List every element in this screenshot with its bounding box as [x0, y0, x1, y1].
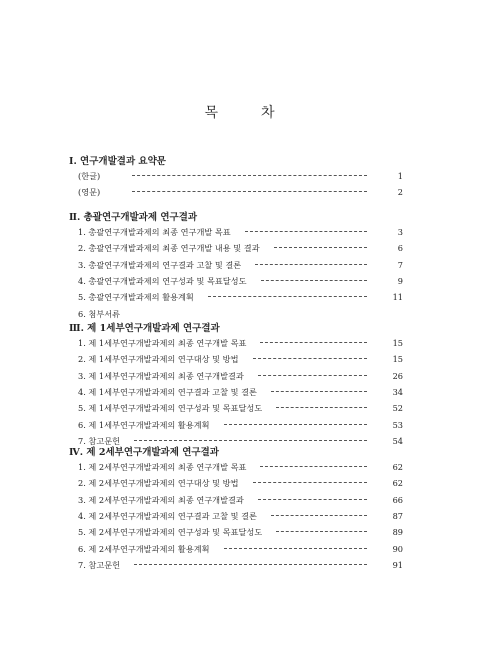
toc-page-number: 66 [392, 494, 403, 505]
toc-entry-label: 3. 제 1세부연구개발과제의 최종 연구개발결과 [78, 370, 244, 381]
toc-entry[interactable] [78, 419, 403, 431]
toc-entry-label: 2. 제 2세부연구개발과제의 연구대상 및 방법 [78, 478, 239, 489]
section-heading: Ⅰ. 연구개발결과 요약문 [69, 156, 166, 167]
dot-leader [274, 247, 367, 248]
toc-entry[interactable] [78, 337, 403, 349]
toc-page-number: 15 [392, 354, 403, 365]
dot-leader [271, 391, 367, 392]
toc-page-number: 15 [392, 338, 403, 348]
toc-page-number: 62 [392, 478, 403, 489]
dot-leader [258, 499, 367, 500]
toc-entry[interactable] [78, 559, 403, 571]
toc-entry[interactable] [78, 259, 403, 271]
page-title [0, 102, 480, 122]
dot-leader [245, 231, 367, 232]
dot-leader [208, 296, 367, 297]
toc-entry[interactable] [78, 402, 403, 414]
toc-entry[interactable] [78, 543, 403, 555]
dot-leader [276, 531, 367, 532]
toc-entry[interactable] [78, 494, 403, 506]
toc-entry[interactable] [78, 242, 403, 254]
toc-page-number: 54 [392, 435, 403, 446]
toc-entry[interactable] [78, 477, 403, 489]
toc-entry[interactable] [78, 370, 403, 382]
section-heading: Ⅳ. 제 2세부연구개발과제 연구결과 [69, 447, 219, 458]
dot-leader [134, 564, 367, 565]
toc-page-number: 6 [397, 243, 403, 254]
toc-page-number: 52 [392, 403, 403, 414]
dot-leader [132, 191, 367, 192]
dot-leader [224, 548, 367, 549]
toc-entry[interactable] [78, 510, 403, 522]
dot-leader [253, 358, 368, 359]
toc-page-number: 2 [397, 187, 403, 198]
dot-leader [261, 280, 368, 281]
toc-entry[interactable] [78, 186, 403, 198]
toc-entry-label: 4. 제 1세부연구개발과제의 연구결과 고찰 및 결론 [78, 386, 257, 397]
dot-leader [260, 342, 367, 343]
toc-entry-label: 1. 제 1세부연구개발과제의 최종 연구개발 목표 [78, 338, 247, 348]
dot-leader [253, 482, 368, 483]
toc-entry-label: 5. 제 2세부연구개발과제의 연구성과 및 목표달성도 [78, 527, 263, 538]
toc-entry-label: 4. 제 2세부연구개발과제의 연구결과 고찰 및 결론 [78, 510, 257, 521]
toc-entry[interactable] [78, 461, 403, 473]
toc-page-number: 11 [392, 292, 403, 303]
toc-entry-label: 2. 제 1세부연구개발과제의 연구대상 및 방법 [78, 354, 239, 365]
title-right: 차 [261, 105, 276, 121]
dot-leader [255, 264, 367, 265]
dot-leader [260, 466, 367, 467]
toc-page-number: 3 [397, 227, 403, 237]
toc-entry-label: (한글) [78, 171, 101, 181]
toc-entry[interactable] [78, 275, 403, 287]
toc-page-number: 90 [392, 543, 403, 554]
toc-entry-label: 6. 제 2세부연구개발과제의 활용계획 [78, 543, 210, 554]
toc-entry-label: 5. 제 1세부연구개발과제의 연구성과 및 목표달성도 [78, 403, 263, 414]
toc-page-number: 1 [397, 171, 403, 181]
toc-entry[interactable] [78, 308, 403, 320]
dot-leader [224, 424, 367, 425]
toc-page-number: 87 [392, 510, 403, 521]
toc-page-number: 89 [392, 527, 403, 538]
toc-page-number: 7 [397, 259, 403, 270]
toc-entry[interactable] [78, 291, 403, 303]
toc-page-number: 91 [392, 559, 403, 570]
toc-entry-label: (영문) [78, 187, 101, 198]
toc-entry[interactable] [78, 386, 403, 398]
toc-entry-label: 3. 총괄연구개발과제의 연구결과 고찰 및 결론 [78, 259, 242, 270]
toc-page-number: 26 [392, 370, 403, 381]
toc-entry[interactable] [78, 170, 403, 182]
toc-entry-label: 7. 참고문헌 [78, 559, 121, 570]
toc-entry-label: 2. 총괄연구개발과제의 최종 연구개발 내용 및 결과 [78, 243, 260, 254]
toc-entry-label: 1. 총괄연구개발과제의 최종 연구개발 목표 [78, 227, 231, 237]
toc-entry[interactable] [78, 353, 403, 365]
toc-page-number: 9 [397, 275, 403, 286]
dot-leader [276, 407, 367, 408]
dot-leader [132, 175, 367, 176]
dot-leader [271, 515, 367, 516]
toc-entry-label: 6. 제 1세부연구개발과제의 활용계획 [78, 419, 210, 430]
title-left: 목 [204, 105, 219, 121]
toc-entry-label: 7. 참고문헌 [78, 435, 121, 446]
toc-page-number: 62 [392, 462, 403, 472]
toc-page-number: 53 [392, 419, 403, 430]
toc-entry-label: 6. 첨부서류 [78, 308, 121, 319]
section-heading: Ⅱ. 총괄연구개발과제 연구결과 [69, 212, 198, 223]
dot-leader [258, 375, 367, 376]
toc-entry[interactable] [78, 526, 403, 538]
section-heading: Ⅲ. 제 1세부연구개발과제 연구결과 [69, 323, 220, 334]
toc-page-number: 34 [392, 386, 403, 397]
toc-entry[interactable] [78, 226, 403, 238]
toc-entry-label: 1. 제 2세부연구개발과제의 최종 연구개발 목표 [78, 462, 247, 472]
toc-entry-label: 5. 총괄연구개발과제의 활용계획 [78, 292, 194, 303]
toc-entry-label: 3. 제 2세부연구개발과제의 최종 연구개발결과 [78, 494, 244, 505]
dot-leader [134, 440, 367, 441]
toc-entry-label: 4. 총괄연구개발과제의 연구성과 및 목표달성도 [78, 275, 247, 286]
